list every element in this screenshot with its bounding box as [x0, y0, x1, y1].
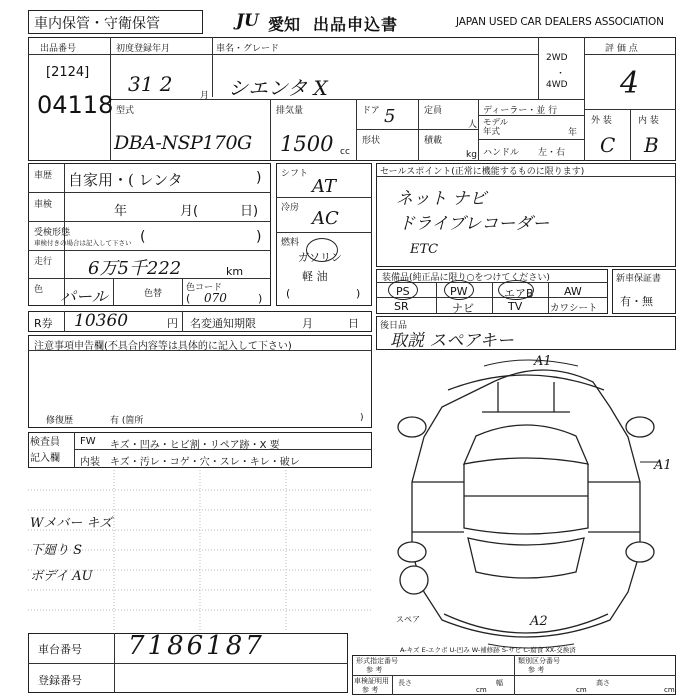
notes-label: 注意事項申告欄(不具合内容等は具体的に記入して下さい) — [34, 341, 292, 352]
drive-dot: ・ — [556, 69, 566, 79]
car-damage-diagram — [378, 352, 698, 652]
accessories-label: 後日品 — [380, 321, 408, 331]
color-value: パール — [60, 287, 108, 306]
repair-label: 修復歴 — [46, 416, 74, 426]
score-label: 評 価 点 — [605, 44, 638, 54]
load-label: 積載 — [424, 136, 443, 146]
handle-value: 左・右 — [538, 148, 566, 158]
aircon-value: AC — [312, 208, 339, 229]
selling-point-1: ネット ナビ — [396, 189, 487, 209]
warranty-value: 有・無 — [620, 295, 653, 308]
model-year-label: モデル 年式 — [483, 118, 509, 137]
windshield — [464, 425, 588, 464]
dims-length-cm: cm — [476, 686, 487, 694]
registration-label: 登録番号 — [38, 674, 82, 687]
year-unit: 年 — [568, 128, 578, 138]
note-line-2: 下廻り S — [30, 543, 83, 558]
damage-mark-front: A1 — [534, 354, 552, 369]
shift-value: AT — [312, 176, 337, 197]
repair-close: ) — [360, 413, 364, 423]
interior-label: 内 装 — [638, 116, 659, 126]
equip-tv: TV — [508, 300, 523, 313]
color-label: 色 — [34, 285, 44, 295]
fuel-gas: ガソリン — [298, 251, 342, 264]
inspection-year: 年 — [114, 204, 128, 219]
wheel-rr — [626, 542, 654, 562]
wheel-fr — [626, 417, 654, 437]
accessories-value: 取説 スペアキー — [390, 331, 514, 351]
displacement-label: 排気量 — [276, 106, 304, 116]
form-title: 出品申込書 — [313, 15, 399, 34]
equip-airbag: エアB — [504, 287, 534, 300]
fuel-diesel: 軽 油 — [302, 270, 328, 283]
inspector-fw: FW — [80, 436, 96, 447]
recycle-unit: 円 — [167, 317, 178, 330]
note-line-1: Wメバー キズ — [30, 516, 113, 531]
fuel-close: ) — [356, 287, 361, 300]
approval-label-2: 類別区分番号 — [518, 657, 560, 665]
dealer-label: ディーラー・並 行 — [483, 106, 558, 116]
inspection-month: 月( — [180, 204, 199, 219]
model-label: 型式 — [116, 106, 135, 116]
name-change-label: 名変通知期限 — [190, 317, 256, 330]
drive-2wd: 2WD — [546, 53, 568, 63]
handle-label: ハンドル — [483, 148, 520, 158]
inspector-row1: キズ・凹み・ヒビ割・リペア跡・X 要 — [110, 440, 280, 451]
score-value: 4 — [620, 66, 640, 101]
dims-width-cm: cm — [576, 686, 587, 694]
spare-tire — [400, 566, 428, 594]
inspector-row2: キズ・汚レ・コゲ・穴・スレ・キレ・破レ — [110, 457, 300, 468]
capacity-unit: 人 — [468, 120, 478, 130]
transfer-close: ) — [256, 229, 262, 245]
spare-label: スペア — [396, 615, 420, 624]
equip-leather: カワシート — [550, 303, 598, 314]
wheel-rl — [398, 542, 426, 562]
history-value: 自家用・( レンタ — [68, 171, 183, 189]
color-code-close: ) — [258, 292, 263, 305]
recycle-label: R券 — [34, 317, 53, 330]
inspection-day: 日) — [240, 204, 259, 219]
reg-date-value: 31 2 — [128, 72, 173, 96]
reg-date-month: 月 — [200, 91, 210, 101]
logo-region: 愛知 — [268, 15, 301, 34]
damage-mark-rear: A2 — [530, 614, 548, 629]
inspector-label: 検査員 記入欄 — [30, 437, 60, 464]
interior-grade: B — [644, 133, 659, 157]
name-change-month: 月 — [302, 317, 313, 330]
mileage-label: 走行 — [34, 257, 53, 267]
transfer-open: ( — [140, 229, 146, 245]
chassis-value: 7186187 — [128, 631, 265, 661]
approval-ref-2: 参 考 — [528, 666, 545, 674]
displacement-value: 1500 — [280, 132, 334, 156]
dims-length: 長さ — [398, 679, 412, 687]
exterior-grade: C — [600, 133, 616, 157]
repair-value: 有 (箇所 — [110, 416, 144, 426]
dims-height: 高さ — [596, 679, 610, 687]
equip-circle-ps — [388, 280, 418, 300]
model-value: DBA-NSP170G — [114, 132, 252, 154]
aircon-label: 冷房 — [281, 203, 300, 213]
car-name-value: シエンタ X — [228, 76, 328, 100]
equip-ps: PS — [396, 285, 410, 298]
rear-bumper — [444, 614, 608, 633]
warranty-label: 新車保証書 — [616, 274, 662, 284]
equip-pw: PW — [450, 285, 468, 298]
roof — [464, 464, 588, 534]
inspection-label: 車検 — [34, 200, 53, 210]
ju-logo: JU — [236, 11, 259, 31]
note-line-3: ボデイ AU — [30, 569, 93, 584]
approval-ref-1: 参 考 — [366, 666, 383, 674]
doors-label: ドア — [362, 106, 380, 116]
history-label: 車歴 — [34, 171, 53, 181]
fuel-label: 燃料 — [281, 238, 300, 248]
color-code-open: ( — [186, 292, 191, 305]
chassis-label: 車台番号 — [38, 643, 82, 656]
color-change-label: 色替 — [144, 289, 163, 299]
association-name: JAPAN USED CAR DEALERS ASSOCIATION — [456, 16, 664, 28]
wheel-fl — [398, 417, 426, 437]
dims-ref: 参 考 — [362, 686, 379, 694]
doors-value: 5 — [384, 106, 396, 127]
dims-height-cm: cm — [664, 686, 675, 694]
selling-point-3: ETC — [410, 242, 439, 257]
lot-label: 出品番号 — [40, 44, 77, 54]
shape-label: 形状 — [362, 136, 381, 146]
equip-sr: SR — [394, 300, 409, 313]
reg-date-label: 初度登録年月 — [116, 44, 171, 54]
transfer-sub: 車検付きの場合は記入して下さい — [34, 239, 132, 247]
inspector-interior: 内装 — [80, 457, 100, 468]
drive-4wd: 4WD — [546, 80, 568, 90]
dims-width: 幅 — [496, 679, 503, 687]
fuel-gas-circle — [306, 238, 338, 262]
damage-mark-side: A1 — [654, 458, 672, 473]
displacement-unit: cc — [340, 147, 350, 157]
transfer-label: 受検形態 — [34, 228, 71, 238]
selling-points-label: セールスポイント(正常に機能するものに限ります) — [380, 167, 585, 177]
equip-circle-pw — [444, 280, 474, 300]
dims-label: 車検証明用 — [354, 677, 389, 685]
approval-label-1: 形式指定番号 — [356, 657, 398, 665]
exterior-label: 外 装 — [591, 116, 612, 126]
load-unit: kg — [466, 150, 477, 160]
shift-label: シフト — [281, 169, 309, 179]
fuel-open: ( — [286, 287, 291, 300]
equip-aw: AW — [564, 285, 582, 298]
car-name-label: 車名・グレード — [216, 44, 280, 54]
color-code: 070 — [204, 291, 227, 305]
mileage-unit: km — [226, 265, 244, 278]
selling-point-2: ドライブレコーダー — [398, 214, 550, 234]
equip-navi: ナビ — [452, 302, 474, 315]
rear-window — [468, 538, 584, 578]
lot-number: 04118 — [37, 91, 114, 119]
history-close: ) — [256, 170, 262, 186]
name-change-day: 日 — [348, 317, 359, 330]
storage-label: 車内保管・守衛保管 — [34, 16, 160, 32]
car-outline — [412, 370, 640, 637]
color-code-label: 色コード — [186, 283, 223, 293]
mileage-value: 6万5千222 — [88, 258, 182, 279]
equipment-label: 装備品(純正品に限り○をつけてください) — [382, 273, 550, 283]
capacity-label: 定員 — [424, 106, 443, 116]
lot-bracket: [2124] — [46, 65, 90, 80]
damage-legend: A-キズ E-エクボ U-凹み W-補修跡 S-サビ C-腐食 XX-交換済 — [400, 646, 576, 654]
recycle-value: 10360 — [74, 311, 129, 331]
equip-circle-airbag — [498, 280, 534, 300]
